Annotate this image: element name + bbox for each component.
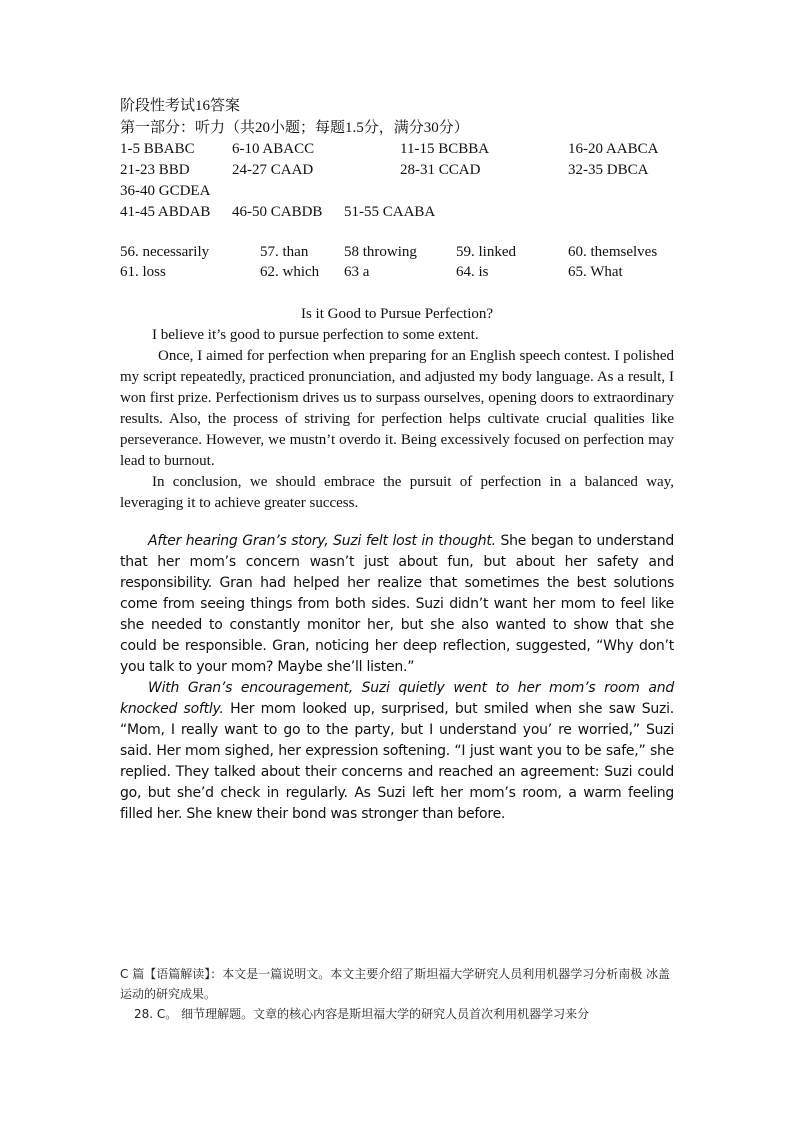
answer-32-35: 32-35 DBCA [568, 162, 649, 178]
answer-36-40: 36-40 GCDEA [120, 183, 211, 199]
answer-57: 57. than [260, 244, 309, 260]
answer-63: 63 a [344, 264, 370, 280]
story-paragraph-2-opening: With Gran’s encouragement, Suzi quietly went to her mom’s room and knocked softly. [120, 680, 674, 717]
answer-62: 62. which [260, 264, 320, 280]
answer-56: 56. necessarily [120, 244, 210, 260]
answer-58: 58 throwing [344, 244, 417, 260]
essay-title: Is it Good to Pursue Perfection? [300, 306, 494, 322]
answer-60: 60. themselves [568, 244, 658, 260]
answer-46-50: 46-50 CABDB [232, 204, 323, 220]
answer-11-15: 11-15 BCBBA [400, 141, 490, 157]
story-paragraph-2 [120, 678, 674, 825]
story-paragraph-1-body: She began to understand that her mom’s concern wasn’t just about fun, but about her safety and responsibility. Gran had helped her realize that sometimes the best solutions come from seeing things from both sides. Suzi didn’t want her mom to feel like she needed to constantly monitor her, but she also wanted to show that she could be responsible. Gran, noticing her deep reflection, suggested, “Why don’t you talk to your mom? Maybe she’ll listen.” [120, 533, 674, 675]
essay-paragraph-2: Once, I aimed for perfection when preparing for an English speech contest. I polished my script repeatedly, practiced pronunciation, and adjusted my body language. As a result, I won first prize. Perfectionism drives us to surpass ourselves, opening doors to extraordinary results. Also, the process of striving for perfection helps cultivate crucial qualities like perseverance. However, we mustn’t overdo it. Being excessively focused on perfection may lead to burnout. [120, 348, 674, 469]
answer-59: 59. linked [456, 244, 516, 260]
answer-51-55: 51-55 CAABA [344, 204, 436, 220]
story-paragraph-1-opening: After hearing Gran’s story, Suzi felt lost in thought. [148, 533, 496, 549]
answer-65: 65. What [568, 264, 623, 280]
story-paragraph-1 [120, 531, 674, 678]
story-paragraph-2-body: Her mom looked up, surprised, but smiled when she saw Suzi. “Mom, I really want to go to the party, but I understand you’ re worried,” Suzi said. Her mom sighed, her expression softening. “I just want you to be safe,” she replied. They talked about their concerns and reached an agreement: Suzi could go, but she’d check in regularly. As Suzi left her mom’s room, a warm feeling filled her. She knew their bond was stronger than before. [120, 701, 674, 822]
answer-1-5: 1-5 BBABC [120, 141, 195, 157]
essay-paragraph-3: In conclusion, we should embrace the pursuit of perfection in a balanced way, leveraging it to achieve greater success. [120, 474, 674, 511]
answer-21-23: 21-23 BBD [120, 162, 190, 178]
answer-16-20: 16-20 AABCA [568, 141, 659, 157]
answer-64: 64. is [456, 264, 489, 280]
answer-24-27: 24-27 CAAD [232, 162, 314, 178]
answer-61: 61. loss [120, 264, 166, 280]
answer-6-10: 6-10 ABACC [232, 141, 315, 157]
passage-c-note: C 篇【语篇解读】：本文是一篇说明文。本文主要介绍了斯坦福大学研究人员利用机器学习分析南极 冰盖运动的研究成果。 [120, 967, 671, 1001]
answer-41-45: 41-45 ABDAB [120, 204, 211, 220]
page-title: 阶段性考试16答案 [120, 98, 241, 114]
answer-28-31: 28-31 CCAD [400, 162, 481, 178]
essay-paragraph-1: I believe it’s good to pursue perfection to some extent. [152, 327, 479, 343]
question-28-note: 28. C。 细节理解题。文章的核心内容是斯坦福大学的研究人员首次利用机器学习来分 [134, 1007, 590, 1021]
section-one-heading: 第一部分：听力（共20小题；每题1.5分，满分30分） [120, 120, 469, 136]
